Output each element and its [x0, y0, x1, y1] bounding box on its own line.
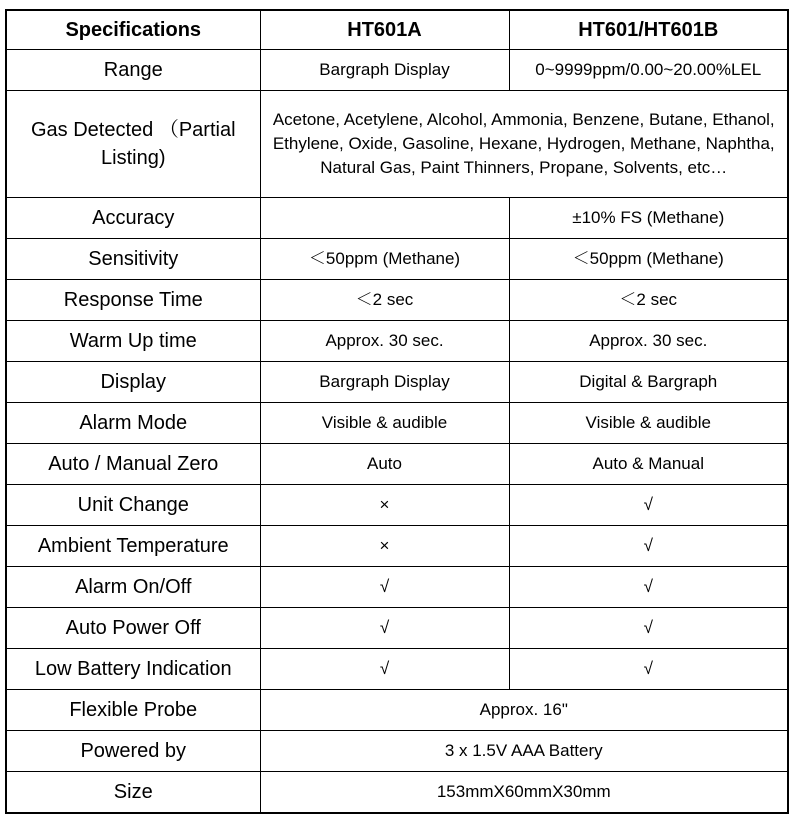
row-gas-detected — [6, 91, 788, 198]
spec-label: Accuracy — [6, 198, 260, 239]
header-ht601-ht601b: HT601/HT601B — [509, 10, 788, 50]
spec-value-ht601a: Bargraph Display — [260, 50, 509, 91]
check-mark: √ — [509, 485, 788, 526]
row-accuracy — [6, 198, 788, 239]
check-mark: √ — [509, 649, 788, 690]
spec-label: Display — [6, 362, 260, 403]
spec-value-ht601a: ＜50ppm (Methane) — [260, 239, 509, 280]
header-specifications: Specifications — [6, 10, 260, 50]
row-flexible-probe — [6, 690, 788, 731]
spec-label: Size — [6, 772, 260, 814]
row-alarm-mode — [6, 403, 788, 444]
spec-value-ht601a: Bargraph Display — [260, 362, 509, 403]
row-powered-by — [6, 731, 788, 772]
spec-label: Range — [6, 50, 260, 91]
row-display — [6, 362, 788, 403]
cross-mark: × — [260, 526, 509, 567]
spec-label: Powered by — [6, 731, 260, 772]
spec-value-merged: Approx. 16" — [260, 690, 788, 731]
row-auto-power-off — [6, 608, 788, 649]
spec-value-ht601b: ＜2 sec — [509, 280, 788, 321]
header-ht601a: HT601A — [260, 10, 509, 50]
row-auto-manual-zero — [6, 444, 788, 485]
spec-label: Alarm Mode — [6, 403, 260, 444]
spec-label: Gas Detected （Partial Listing) — [6, 91, 260, 198]
check-mark: √ — [509, 567, 788, 608]
row-low-battery-indication — [6, 649, 788, 690]
spec-value-ht601a — [260, 198, 509, 239]
spec-value-ht601a: Visible & audible — [260, 403, 509, 444]
spec-value-ht601b: Auto & Manual — [509, 444, 788, 485]
spec-value-merged: 153mmX60mmX30mm — [260, 772, 788, 814]
spec-label: Warm Up time — [6, 321, 260, 362]
spec-label: Auto Power Off — [6, 608, 260, 649]
spec-value-ht601a: ＜2 sec — [260, 280, 509, 321]
check-mark: √ — [260, 649, 509, 690]
spec-value-ht601b: Visible & audible — [509, 403, 788, 444]
specifications-table — [5, 9, 789, 814]
spec-value-ht601a: Approx. 30 sec. — [260, 321, 509, 362]
row-alarm-on-off — [6, 567, 788, 608]
row-range — [6, 50, 788, 91]
row-ambient-temperature — [6, 526, 788, 567]
spec-label: Unit Change — [6, 485, 260, 526]
check-mark: √ — [260, 567, 509, 608]
spec-label: Low Battery Indication — [6, 649, 260, 690]
spec-value-merged: Acetone, Acetylene, Alcohol, Ammonia, Benzene, Butane, Ethanol, Ethylene, Oxide, Gasoline, Hexane, Hydrogen, Methane, Naphtha, Natural Gas, Paint Thinners, Propane, Solvents, etc… — [260, 91, 788, 198]
spec-value-ht601b: Approx. 30 sec. — [509, 321, 788, 362]
spec-value-ht601b: 0~9999ppm/0.00~20.00%LEL — [509, 50, 788, 91]
header-row — [6, 10, 788, 50]
spec-label: Response Time — [6, 280, 260, 321]
spec-value-ht601b: ＜50ppm (Methane) — [509, 239, 788, 280]
spec-value-ht601b: Digital & Bargraph — [509, 362, 788, 403]
spec-label: Auto / Manual Zero — [6, 444, 260, 485]
spec-label: Ambient Temperature — [6, 526, 260, 567]
spec-value-ht601b: ±10% FS (Methane) — [509, 198, 788, 239]
spec-label: Flexible Probe — [6, 690, 260, 731]
cross-mark: × — [260, 485, 509, 526]
check-mark: √ — [509, 526, 788, 567]
row-sensitivity — [6, 239, 788, 280]
spec-value-merged: 3 x 1.5V AAA Battery — [260, 731, 788, 772]
check-mark: √ — [509, 608, 788, 649]
check-mark: √ — [260, 608, 509, 649]
spec-value-ht601a: Auto — [260, 444, 509, 485]
spec-label: Sensitivity — [6, 239, 260, 280]
row-response-time — [6, 280, 788, 321]
spec-label: Alarm On/Off — [6, 567, 260, 608]
row-unit-change — [6, 485, 788, 526]
row-warm-up-time — [6, 321, 788, 362]
row-size — [6, 772, 788, 814]
